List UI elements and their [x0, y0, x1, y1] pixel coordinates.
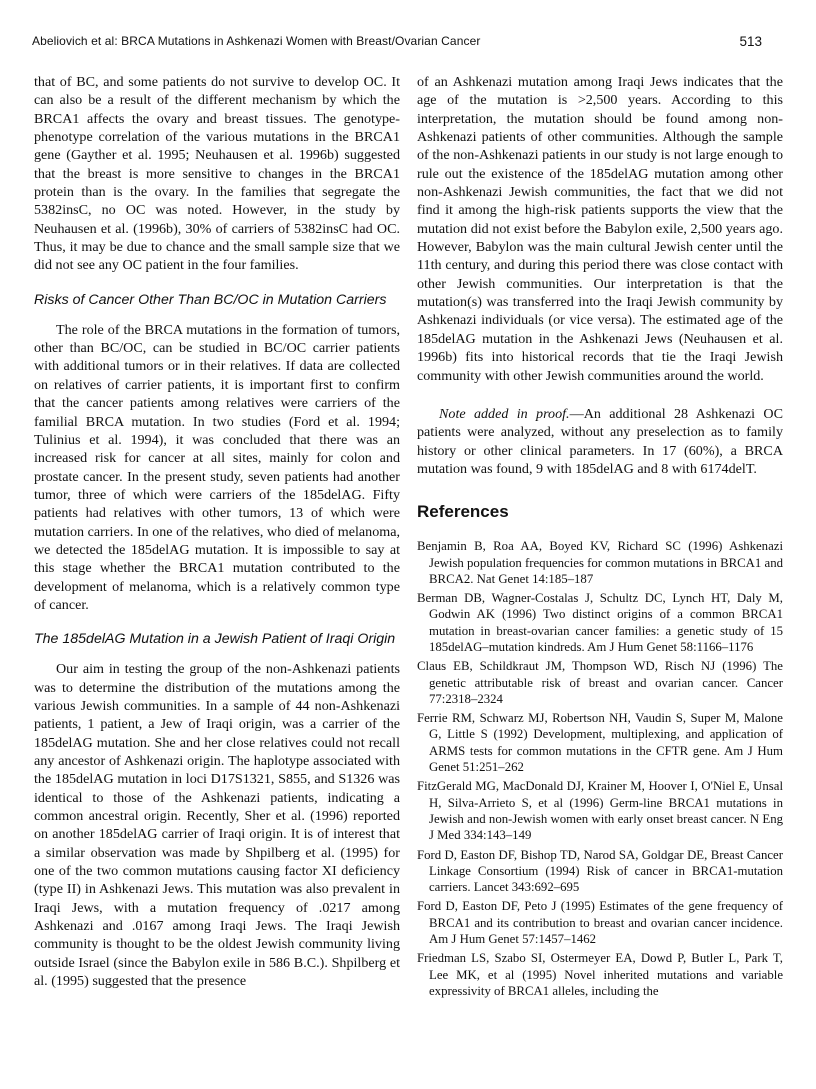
page-number: 513 [739, 34, 762, 49]
note-added-in-proof [417, 405, 783, 478]
section-heading-other-cancers: Risks of Cancer Other Than BC/OC in Mutation Carriers [34, 291, 387, 308]
running-head: Abeliovich et al: BRCA Mutations in Ashkenazi Women with Breast/Ovarian Cancer [32, 34, 481, 48]
note-text: —An additional 28 Ashkenazi OC patients were analyzed, without any preselection as to family history or other clinical parameters. In 17 (60%), a BRCA mutation was found, 9 with 185delAG and 8 with 6174delT. [417, 405, 784, 477]
left-column [34, 73, 400, 990]
body-paragraph: Our aim in testing the group of the non-Ashkenazi patients was to determine the distribution of the mutations among the various Jewish communities. In a sample of 44 non-Ashkenazi patients, 1 patient, a Jew of Iraqi origin, was a carrier of the 185delAG mutation. She and her close relatives could not recall any ancestor of Ashkenazi origin. The haplotype associated with the 185delAG mutation in loci D17S1321, S855, and S1326 was identical to those of the Ashkenazi patients, indicating a common ancestral origin. Recently, Sher et al. (1996) reported on another 185delAG carrier of Iraqi origin. It is of interest that a similar observation was made by Shpilberg et al. (1995) for one of the two common mutations causing factor XI deficiency (type II) in Ashkenazi Jews. This mutation was also prevalent in Iraqi Jews, with a mutation frequency of .0217 among Ashkenazi and .0167 among Iraqi Jews. The Iraqi Jewish community is thought to be the oldest Jewish community living outside Israel (since the Babylon exile in 586 B.C.). Shpilberg et al. (1995) suggested that the presence [34, 661, 400, 990]
body-paragraph: that of BC, and some patients do not survive to develop OC. It can also be a result of the different mechanism by which the BRCA1 affects the ovary and breast tissues. The genotype-phenotype correlation of the various mutations in the BRCA1 gene (Gayther et al. 1995; Neuhausen et al. 1996b) suggested that the breast is more sensitive to changes in the BRCA1 protein than is the ovary. In the families that segregate the 5382insC, no OC was noted. However, in the study by Neuhausen et al. (1996b), 30% of carriers of 5382insC had OC. Thus, it may be due to chance and the small sample size that we did not see any OC patient in the four families. [34, 74, 400, 274]
body-paragraph: The role of the BRCA mutations in the formation of tumors, other than BC/OC, can be studied in BC/OC carrier patients with additional tumors or in their relatives. If data are collected on relatives of carrier patients, it is important first to confirm that the cancer patients among relatives were carriers of the familial BRCA mutation. In two studies (Ford et al. 1994; Tulinius et al. 1994), it was concluded that there was an increased risk for cancer at all sites, mainly for colon and prostate cancer. In the present study, seven patients had another tumor, three of which were carriers of the 185delAG. Fifty patients had relatives with other tumors, 13 of which were mutation carriers. In one of the relatives, who died of melanoma, we detected the 185delAG mutation. It is impossible to say at this stage whether the BRCA1 mutation contributed to the development of melanoma, which is a relatively common type of cancer. [34, 321, 400, 613]
reference-entry: Claus EB, Schildkraut JM, Thompson WD, Risch NJ (1996) The genetic attributable risk of breast and ovarian cancer. Cancer 77:2318–2324 [417, 659, 783, 706]
right-column [417, 73, 783, 1002]
reference-entry: FitzGerald MG, MacDonald DJ, Krainer M, Hoover I, O'Niel E, Unsal H, Silva-Arrieto S, et al (1996) Germ-line BRCA1 mutations in Jewish and non-Jewish women with early onset breast cancer. N Eng J Med 334:143–149 [417, 779, 783, 843]
reference-entry: Ford D, Easton DF, Bishop TD, Narod SA, Goldgar DE, Breast Cancer Linkage Consortium (1994) Risk of cancer in BRCA1-mutation carriers. Lancet 343:692–695 [417, 847, 783, 895]
reference-entry: Berman DB, Wagner-Costalas J, Schultz DC, Lynch HT, Daly M, Godwin AK (1996) Two distinct origins of a common BRCA1 mutation in breast-ovarian cancer families: a genetic study of 15 185delAG–mutation kindreds. Am J Hum Genet 58:1166–1176 [417, 591, 783, 654]
reference-entry: Friedman LS, Szabo SI, Ostermeyer EA, Dowd P, Butler L, Park T, Lee MK, et al (1995) Novel inherited mutations and variable expressivity of BRCA1 alleles, including the [417, 951, 783, 998]
reference-list [417, 538, 783, 999]
references-heading: References [417, 502, 509, 522]
note-label: Note added in proof. [439, 405, 570, 422]
page-header [0, 0, 816, 60]
reference-entry: Benjamin B, Roa AA, Boyed KV, Richard SC (1996) Ashkenazi Jewish population frequencies for common mutations in BRCA1 and BRCA2. Nat Genet 14:185–187 [417, 539, 783, 586]
section-heading-iraqi-origin: The 185delAG Mutation in a Jewish Patient of Iraqi Origin [34, 631, 396, 648]
body-paragraph: of an Ashkenazi mutation among Iraqi Jews indicates that the age of the mutation is >2,500 years. According to this interpretation, the mutation should be found among non-Ashkenazi patients of other communities. Although the sample of the non-Ashkenazi patients in our study is not large enough to rule out the existence of the 185delAG mutation among other non-Ashkenazi Jewish communities, the fact that we did not find it among the high-risk patients supports the view that the mutation did not exist before the Babylon exile, 2,500 years ago. However, Babylon was the main cultural Jewish center until the 11th century, and during this period there was close contact with other Jewish communities. Our interpretation is that the mutation(s) was transferred into the Iraqi Jewish community by Ashkenazi individuals (or vice versa). The estimated age of the 185delAG mutation in the Ashkenazi Jews (Neuhausen et al. 1996b) fits into historical records that tie the Iraqi Jewish community with other Jewish communities around the world. [417, 74, 783, 384]
reference-entry: Ferrie RM, Schwarz MJ, Robertson NH, Vaudin S, Super M, Malone G, Little S (1992) Development, multiplexing, and application of ARMS tests for common mutations in the CFTR gene. Am J Hum Genet 51:251–262 [417, 711, 783, 775]
reference-entry: Ford D, Easton DF, Peto J (1995) Estimates of the gene frequency of BRCA1 and its contribution to breast and ovarian cancer incidence. Am J Hum Genet 57:1457–1462 [417, 899, 783, 947]
